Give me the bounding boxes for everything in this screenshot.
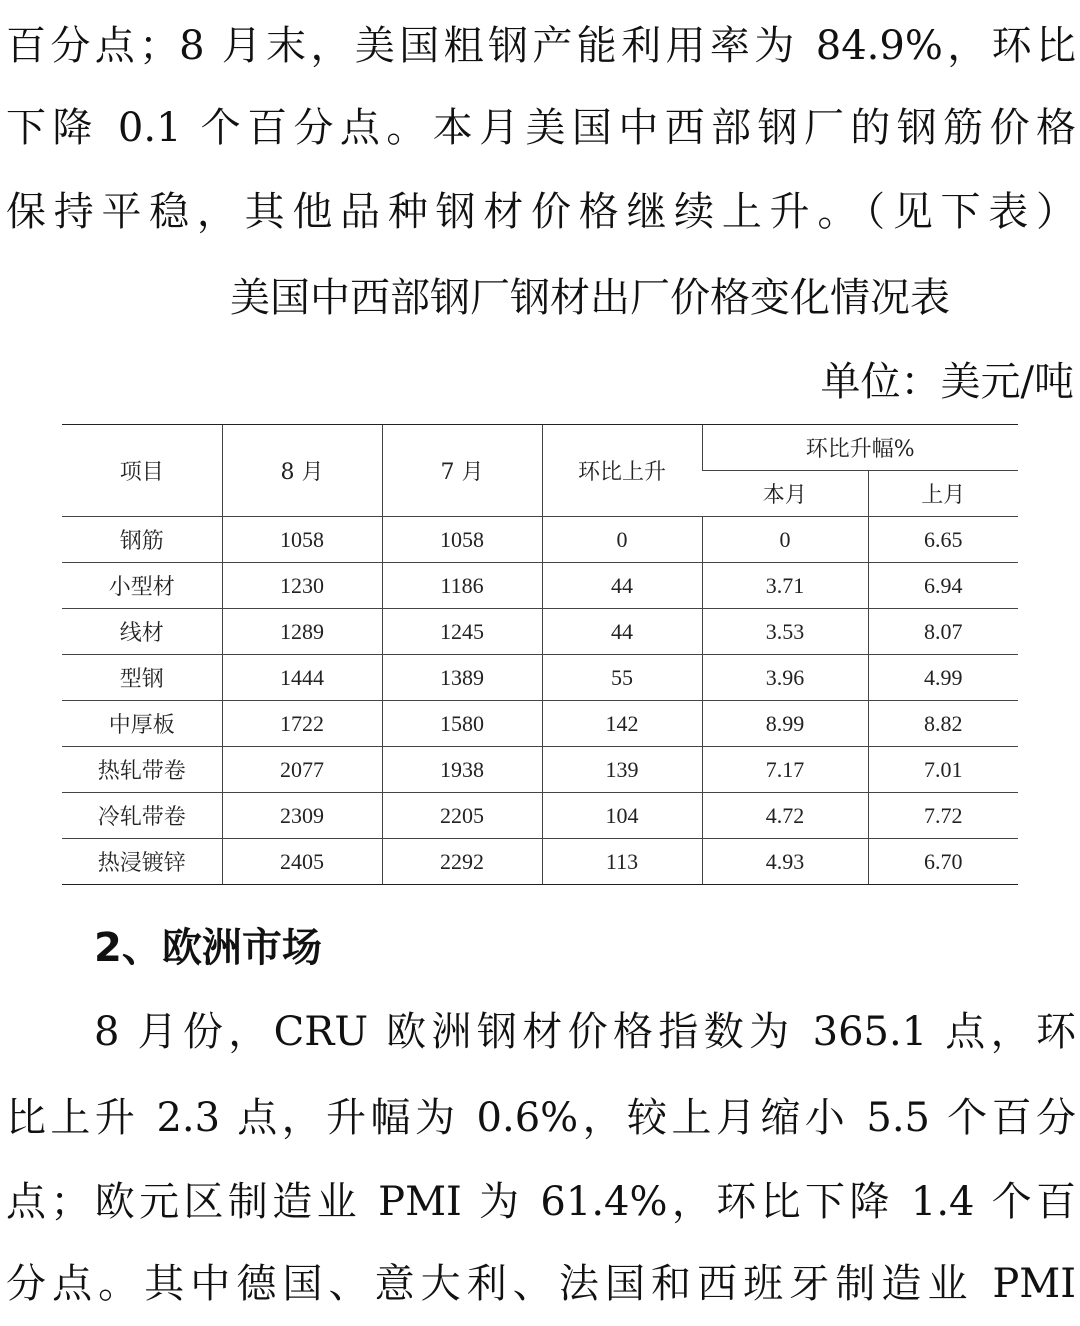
cell-aug: 2077 <box>222 747 382 793</box>
cell-rise: 44 <box>542 609 702 655</box>
cell-jul: 1938 <box>382 747 542 793</box>
cell-aug: 1444 <box>222 655 382 701</box>
cell-aug: 1289 <box>222 609 382 655</box>
cell-item: 热浸镀锌 <box>62 839 222 885</box>
header-this-month: 本月 <box>702 471 868 517</box>
table-row <box>62 747 1018 793</box>
cell-rise: 0 <box>542 517 702 563</box>
table-unit: 单位：美元/吨 <box>820 359 1074 405</box>
cell-rise: 139 <box>542 747 702 793</box>
cell-last-month: 8.07 <box>868 609 1018 655</box>
cell-jul: 2292 <box>382 839 542 885</box>
cell-jul: 2205 <box>382 793 542 839</box>
table-row <box>62 701 1018 747</box>
cell-item: 冷轧带卷 <box>62 793 222 839</box>
header-last-month: 上月 <box>868 471 1018 517</box>
text-line: 比上升 2.3 点，升幅为 0.6%，较上月缩小 5.5 个百分 <box>6 1095 1076 1141</box>
cell-this-month: 4.72 <box>702 793 868 839</box>
cell-item: 小型材 <box>62 563 222 609</box>
cell-item: 中厚板 <box>62 701 222 747</box>
table-row <box>62 517 1018 563</box>
cell-this-month: 3.53 <box>702 609 868 655</box>
table-row <box>62 563 1018 609</box>
cell-last-month: 7.01 <box>868 747 1018 793</box>
cell-this-month: 4.93 <box>702 839 868 885</box>
text-line: 百分点；8 月末，美国粗钢产能利用率为 84.9%，环比 <box>6 23 1076 69</box>
header-jul: 7 月 <box>382 425 542 517</box>
cell-last-month: 6.94 <box>868 563 1018 609</box>
text-line: 保持平稳，其他品种钢材价格继续上升。（见下表） <box>6 189 1076 235</box>
cell-last-month: 6.70 <box>868 839 1018 885</box>
text-line: 点；欧元区制造业 PMI 为 61.4%，环比下降 1.4 个百 <box>6 1179 1076 1225</box>
header-mom-pct: 环比升幅% <box>702 425 1018 471</box>
table-row <box>62 655 1018 701</box>
cell-rise: 44 <box>542 563 702 609</box>
cell-this-month: 3.96 <box>702 655 868 701</box>
cell-this-month: 8.99 <box>702 701 868 747</box>
table-header-row <box>62 425 1018 471</box>
cell-last-month: 6.65 <box>868 517 1018 563</box>
cell-aug: 1230 <box>222 563 382 609</box>
table-row <box>62 839 1018 885</box>
cell-aug: 1722 <box>222 701 382 747</box>
price-table <box>62 424 1018 885</box>
cell-jul: 1245 <box>382 609 542 655</box>
table-title: 美国中西部钢厂钢材出厂价格变化情况表 <box>230 275 950 321</box>
cell-item: 热轧带卷 <box>62 747 222 793</box>
table-row <box>62 609 1018 655</box>
cell-last-month: 4.99 <box>868 655 1018 701</box>
cell-rise: 104 <box>542 793 702 839</box>
section-heading: 2、欧洲市场 <box>94 925 322 971</box>
cell-jul: 1186 <box>382 563 542 609</box>
cell-this-month: 7.17 <box>702 747 868 793</box>
cell-rise: 142 <box>542 701 702 747</box>
cell-aug: 1058 <box>222 517 382 563</box>
cell-jul: 1058 <box>382 517 542 563</box>
cell-jul: 1580 <box>382 701 542 747</box>
table-row <box>62 793 1018 839</box>
cell-this-month: 3.71 <box>702 563 868 609</box>
cell-aug: 2309 <box>222 793 382 839</box>
cell-aug: 2405 <box>222 839 382 885</box>
cell-item: 钢筋 <box>62 517 222 563</box>
text-line: 分点。其中德国、意大利、法国和西班牙制造业 PMI <box>6 1261 1076 1307</box>
cell-rise: 113 <box>542 839 702 885</box>
cell-last-month: 8.82 <box>868 701 1018 747</box>
cell-item: 型钢 <box>62 655 222 701</box>
cell-this-month: 0 <box>702 517 868 563</box>
cell-item: 线材 <box>62 609 222 655</box>
text-line: 下降 0.1 个百分点。本月美国中西部钢厂的钢筋价格 <box>6 105 1076 151</box>
cell-jul: 1389 <box>382 655 542 701</box>
header-mom-rise: 环比上升 <box>542 425 702 517</box>
cell-last-month: 7.72 <box>868 793 1018 839</box>
header-aug: 8 月 <box>222 425 382 517</box>
text-line: 8 月份，CRU 欧洲钢材价格指数为 365.1 点，环 <box>94 1009 1076 1055</box>
header-item: 项目 <box>62 425 222 517</box>
cell-rise: 55 <box>542 655 702 701</box>
